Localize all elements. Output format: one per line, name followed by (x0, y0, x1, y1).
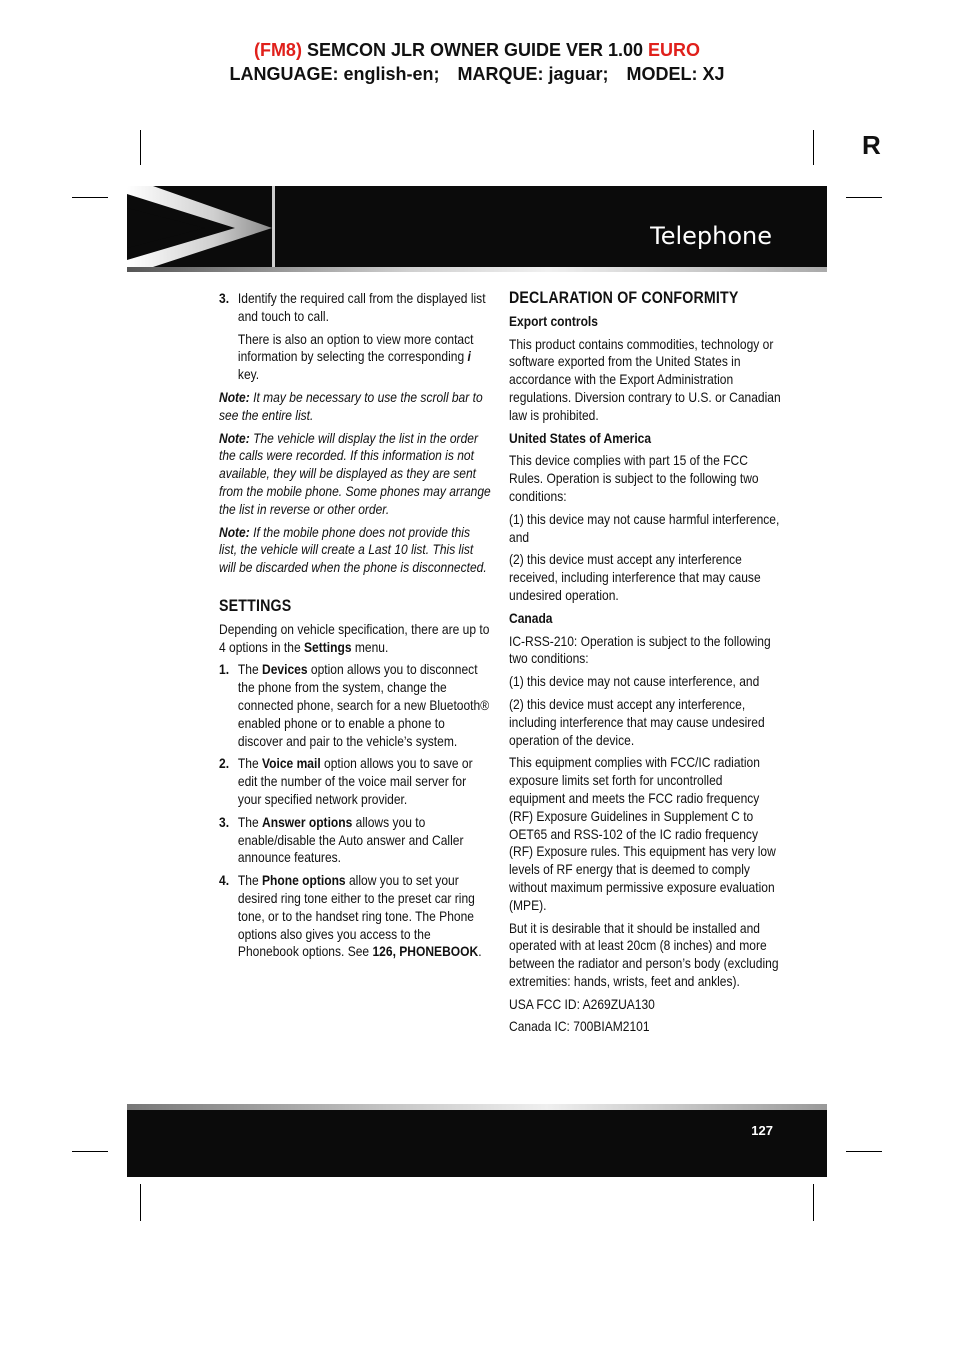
right-column (509, 290, 781, 1041)
guide-title: SEMCON JLR OWNER GUIDE VER 1.00 (301, 40, 649, 60)
note-label: Note: (219, 429, 250, 446)
list-number: 4. (219, 872, 230, 889)
fcc-id: USA FCC ID: A269ZUA130 (509, 995, 655, 1012)
option-name: Phone options (262, 872, 346, 889)
crop-mark-bl-h (72, 1151, 108, 1152)
list-text (238, 872, 491, 961)
list-text (238, 755, 491, 808)
list-subparagraph (219, 331, 491, 384)
info-key-label: i (467, 348, 471, 365)
note-label: Note: (219, 523, 250, 540)
paragraph: This product contains commodities, technology or software exported from the United States in accordance with the Export Administration regulations. Diversion contrary to U.S. or Canadian law is prohibited. (509, 335, 781, 423)
paragraph: IC-RSS-210: Operation is subject to the following two conditions: (509, 632, 771, 667)
note (219, 430, 491, 519)
list-number: 3. (219, 290, 230, 306)
text: The (237, 813, 263, 830)
text: option allows you to save or edit the number of the voice mail server for your specified network provider. (237, 755, 473, 807)
paragraph: (1) this device may not cause harmful interference, and (509, 510, 780, 545)
settings-intro (219, 621, 491, 657)
text: The (237, 872, 263, 889)
crop-mark-br-v (813, 1184, 814, 1221)
fm8-tag: (FM8) (253, 40, 302, 60)
intro-text-end: menu. (351, 638, 389, 655)
canada-heading: Canada (509, 609, 553, 626)
left-column (219, 290, 491, 966)
crop-mark-bl-v (140, 1184, 141, 1221)
paragraph: This device complies with part 15 of the FCC Rules. Operation is subject to the following two conditions: (509, 452, 759, 504)
paragraph: But it is desirable that it should be installed and operated with at least 20cm (8 inches) and more between the radiator and person’s body (excluding extremities: hands, wrists, feet and ankles). (509, 919, 779, 989)
banner-divider (272, 186, 275, 267)
crop-mark-tr-h (846, 197, 882, 198)
declaration-heading: DECLARATION OF CONFORMITY (509, 289, 739, 307)
note-text: If the mobile phone does not provide this list, the vehicle will create a Last 10 list. This list will be discarded when the phone is disconnected. (219, 523, 487, 576)
chevron-arrow-icon (127, 186, 275, 267)
banner-gradient-strip (127, 267, 827, 272)
crop-mark-tl-v (140, 130, 141, 165)
list-text (238, 814, 491, 867)
list-item (219, 290, 491, 326)
page-footer (127, 1104, 827, 1177)
model-label: MODEL: XJ (626, 64, 725, 84)
section-banner (127, 186, 827, 272)
option-name: Answer options (262, 813, 353, 830)
footer-gradient-strip (127, 1104, 827, 1110)
list-item (219, 661, 491, 750)
text: option allows you to disconnect the phone from the system, change the connected phone, search for a new Bluetooth® enabled phone or to enable a phone to discover and pair to the vehicle’s system. (237, 661, 490, 749)
text: allows you to enable/disable the Auto answer and Caller announce features. (237, 813, 464, 866)
paragraph: (2) this device must accept any interference, including interference that may cause undesired operation of the device. (509, 695, 765, 748)
crop-mark-tl-h (72, 197, 108, 198)
usa-heading: United States of America (509, 429, 652, 446)
list-number: 1. (219, 661, 230, 678)
settings-menu-name: Settings (304, 638, 352, 655)
crop-mark-br-h (846, 1151, 882, 1152)
sub-text: There is also an option to view more contact information by selecting the corresponding (237, 330, 474, 365)
paragraph: This equipment complies with FCC/IC radiation exposure limits set forth for uncontrolled equipment and meets the FCC radio frequency (RF) Exposure Guidelines in Supplement C to OET65 and RSS-102 of the IC radio frequency (RF) Exposure rules. This equipment has very low levels of RF energy that is deemed to comply without maximum permissive exposure evaluation (MPE). (509, 754, 776, 913)
document-header-line2 (0, 64, 954, 85)
option-name: Devices (262, 661, 308, 678)
text: The (237, 661, 263, 678)
sub-text-end: key. (237, 366, 260, 383)
list-item (219, 872, 491, 961)
settings-heading: SETTINGS (219, 596, 292, 615)
note (219, 524, 491, 577)
euro-tag: EURO (648, 40, 701, 60)
list-number: 3. (219, 813, 230, 830)
list-text (238, 661, 491, 750)
paragraph: (2) this device must accept any interference received, including interference that may cause undesired operation. (509, 551, 761, 603)
section-title: Telephone (650, 222, 772, 250)
margin-mark: R (862, 130, 881, 160)
crop-mark-tr-v (813, 130, 814, 165)
text: allow you to set your desired ring tone either to the preset car ring tone, or to the handset ring tone. The Phone options also gives you access to the Phonebook options. See (237, 872, 475, 960)
list-number: 2. (219, 755, 230, 772)
ic-id: Canada IC: 700BIAM2101 (509, 1018, 650, 1035)
page-number: 127 (751, 1123, 773, 1138)
note-label: Note: (219, 388, 250, 405)
export-heading: Export controls (509, 312, 598, 329)
language-label: LANGUAGE: english-en; (229, 64, 440, 84)
intro-text: Depending on vehicle specification, there are up to 4 options in the (219, 620, 490, 655)
option-name: Voice mail (262, 755, 321, 772)
text: . (478, 943, 482, 960)
phonebook-link[interactable]: 126, PHONEBOOK (372, 943, 479, 960)
paragraph: (1) this device may not cause interference, and (509, 673, 760, 690)
note-text: The vehicle will display the list in the order the calls were recorded. If this information is not available, they will be displayed as they are sent from the mobile phone. Some phones may arrange the list in reverse or other order. (219, 429, 491, 517)
list-item (219, 755, 491, 808)
text: The (237, 755, 263, 772)
note (219, 389, 491, 425)
marque-label: MARQUE: jaguar; (457, 64, 609, 84)
note-text: It may be necessary to use the scroll bar to see the entire list. (219, 388, 483, 423)
list-text: Identify the required call from the displayed list and touch to call. (237, 290, 486, 324)
document-header-line1 (0, 40, 954, 61)
list-item (219, 814, 491, 867)
